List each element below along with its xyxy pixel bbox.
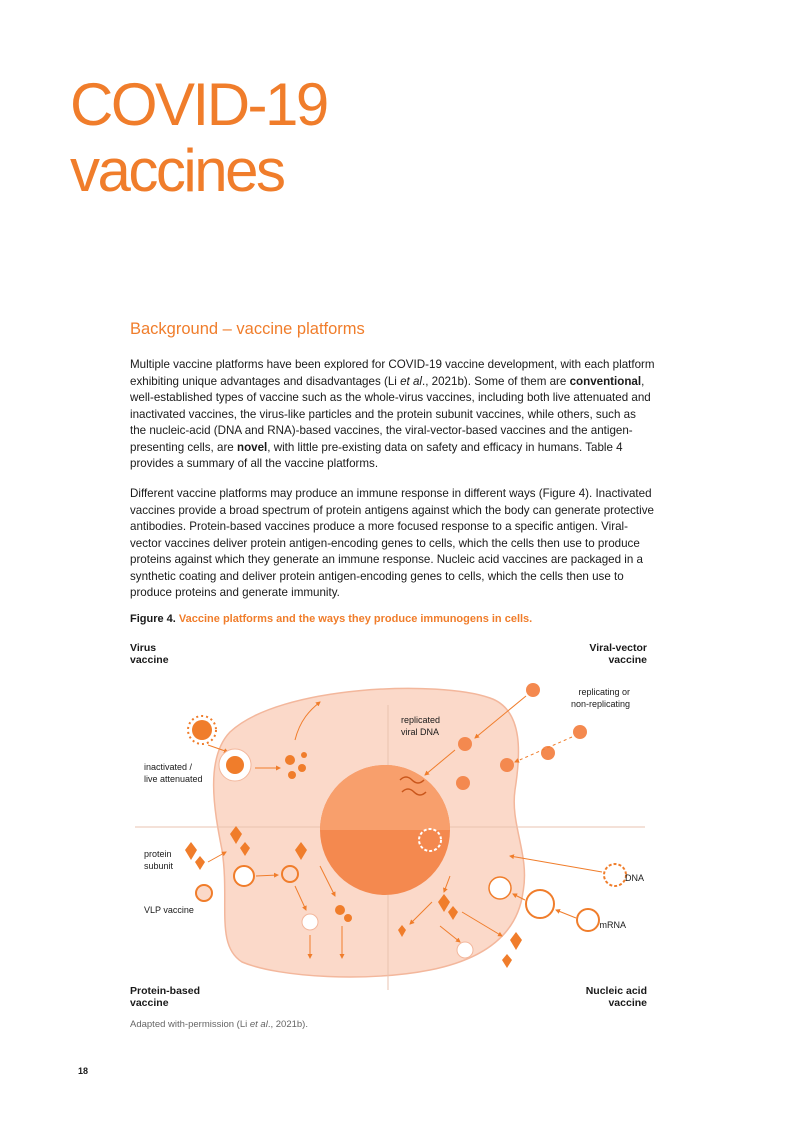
- credit-text-2: ., 2021b).: [267, 1019, 308, 1030]
- vaccine-platforms-figure: [130, 640, 650, 1010]
- quadrant-label-nucleic-acid: [586, 985, 647, 1009]
- quadrant-label-virus-vaccine: [130, 642, 169, 666]
- p1-bold-novel: novel: [236, 440, 268, 454]
- figure-credit: [130, 1019, 308, 1030]
- antigen-presentation-icon: [457, 942, 473, 958]
- figure-caption-label: Figure 4.: [130, 613, 176, 625]
- title-line-1: COVID-19: [70, 71, 327, 138]
- p1-bold-conventional: conventional: [569, 374, 642, 388]
- label-protein-subunit: [144, 849, 173, 872]
- p1-text-1: Multiple vaccine platforms have been explored for COVID-19 vaccine development, with each platform exhibiting unique advantages and disadvantages (Li: [130, 358, 655, 388]
- label-replicating-line1: replicating or: [578, 687, 630, 697]
- quadrant-br-line2: vaccine: [608, 997, 647, 1009]
- credit-text-1: Adapted with-permission (Li: [130, 1019, 250, 1030]
- dna-lipid-particle-icon: [604, 864, 626, 886]
- quadrant-tr-line2: vaccine: [608, 654, 647, 666]
- p1-et-al: et al: [400, 374, 422, 388]
- quadrant-tr-line1: Viral-vector: [589, 642, 647, 654]
- paragraph-immune-response: Different vaccine platforms may produce an immune response in different ways (Figure 4). Inactivated vaccines provide a broad spectrum of protein antigens against which the body can generate protective antibodies. Protein-based vaccines produce a more focused response to a specific antigen. Viral-vector vaccines deliver protein antigen-encoding genes to cells, which the cells then use to produce proteins against which they generate an immune response. Nucleic acid vaccines are packaged in a synthetic coating and deliver protein antigen-encoding genes to cells, which the cells then use to produce proteins and generate immunity.: [130, 487, 654, 599]
- quadrant-bl-line1: Protein-based: [130, 985, 201, 997]
- figure-caption-text: Vaccine platforms and the ways they produce immunogens in cells.: [178, 613, 533, 625]
- p1-text-3: , well-established types of vaccine such as the whole-virus vaccines, including both live attenuated and inactivated vaccines, the virus-like particles and the protein subunit vaccines, while others, such as the nucleic-acid (DNA and RNA)-based vaccines, the viral-vector-based vaccines and the antigen-presenting cells, are: [130, 374, 651, 454]
- quadrant-label-protein-based: [130, 985, 200, 1009]
- label-dna: DNA: [624, 873, 644, 883]
- label-protein-line2: subunit: [144, 860, 174, 871]
- p1-text-2: ., 2021b). Some of them are: [422, 374, 570, 388]
- paragraph-platforms: [130, 357, 655, 473]
- quadrant-label-viral-vector: [589, 642, 647, 666]
- quadrant-br-line1: Nucleic acid: [585, 985, 647, 997]
- label-replicated-viral-dna: [401, 715, 440, 738]
- title-line-2: vaccines: [70, 137, 284, 204]
- label-inactivated-line2: live attenuated: [144, 773, 203, 784]
- label-inactivated: [144, 762, 203, 785]
- quadrant-tl-line1: Virus: [130, 642, 157, 654]
- p1-text-4: , with little pre-existing data on safety and efficacy in humans. Table 4 provides a summary of all the vaccine platforms.: [130, 440, 623, 470]
- credit-et-al: et al: [249, 1019, 268, 1030]
- virus-entering-cell-icon: [219, 749, 251, 781]
- label-inactivated-line1: inactivated /: [144, 762, 193, 772]
- page-title: [70, 72, 327, 204]
- label-protein-line1: protein: [144, 849, 172, 859]
- label-replicating: [571, 687, 630, 710]
- label-replicated-line1: replicated: [401, 715, 441, 725]
- figure-caption: [130, 613, 532, 625]
- quadrant-bl-line2: vaccine: [130, 997, 169, 1009]
- section-heading: Background – vaccine platforms: [130, 320, 365, 338]
- label-mrna: mRNA: [599, 920, 626, 930]
- virus-particle-icon: [188, 716, 216, 744]
- label-replicating-line2: non-replicating: [570, 698, 630, 709]
- quadrant-tl-line2: vaccine: [130, 654, 169, 666]
- label-replicated-line2: viral DNA: [401, 726, 440, 737]
- label-vlp-vaccine: VLP vaccine: [144, 905, 194, 915]
- page-number: 18: [78, 1066, 89, 1076]
